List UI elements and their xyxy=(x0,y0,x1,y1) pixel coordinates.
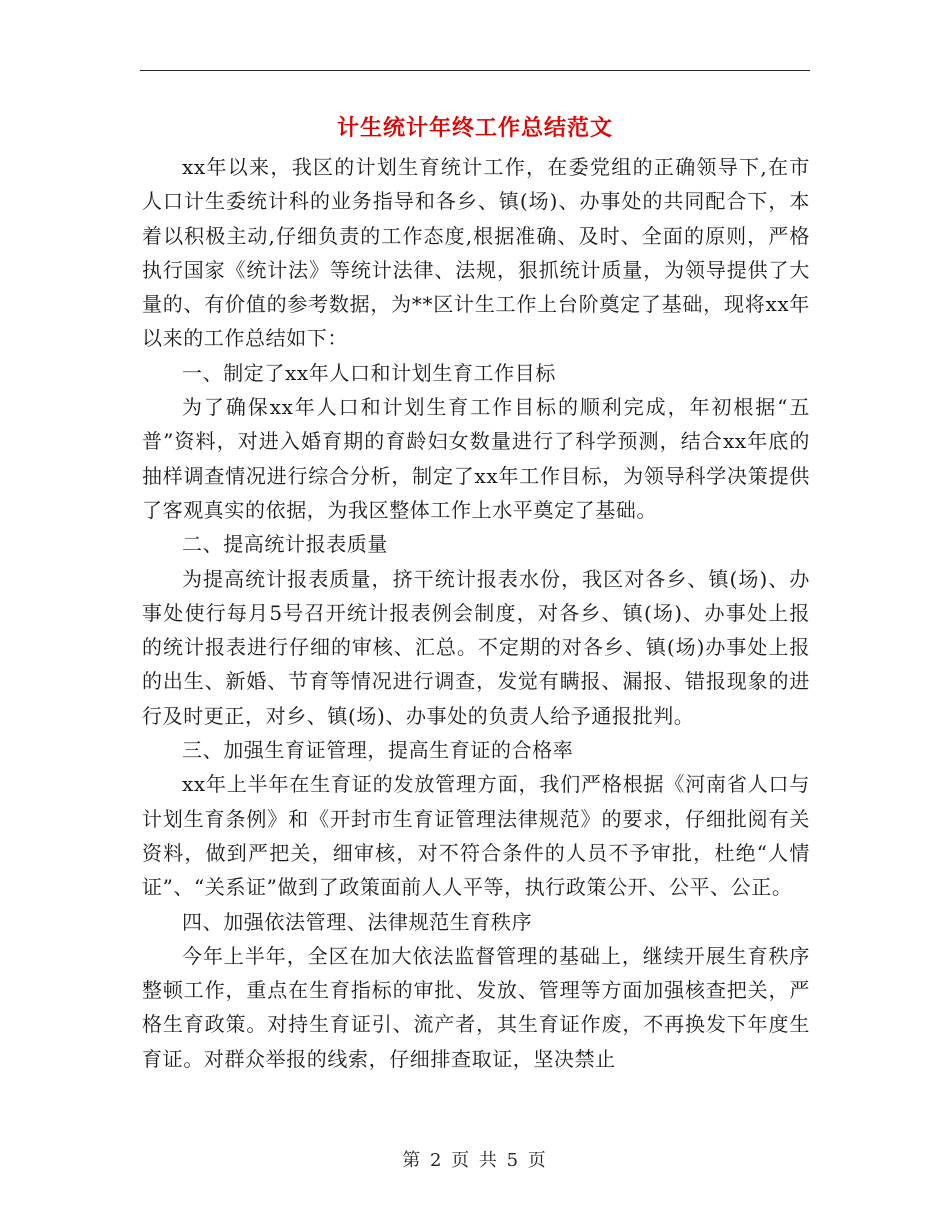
paragraph-section-1: 为了确保xx年人口和计划生育工作目标的顺利完成，年初根据“五普”资料，对进入婚育期的育龄妇女数量进行了科学预测，结合xx年底的抽样调查情况进行综合分析，制定了xx年工作目标，为领导科学决策提供了客观真实的依据，为我区整体工作上水平奠定了基础。 xyxy=(142,395,810,522)
document-body xyxy=(142,150,810,1076)
section-heading-2: 二、提高统计报表质量 xyxy=(182,532,388,557)
paragraph-intro: xx年以来，我区的计划生育统计工作，在委党组的正确领导下,在市人口计生委统计科的业务指导和各乡、镇(场)、办事处的共同配合下，本着以积极主动,仔细负责的工作态度,根据准确、及时、全面的原则，严格执行国家《统计法》等统计法律、法规，狠抓统计质量，为领导提供了大量的、有价值的参考数据，为**区计生工作上台阶奠定了基础，现将xx年以来的工作总结如下： xyxy=(142,155,810,351)
document-title: 计生统计年终工作总结范文 xyxy=(336,115,613,141)
section-heading-1: 一、制定了xx年人口和计划生育工作目标 xyxy=(182,360,556,385)
paragraph-section-2: 为提高统计报表质量，挤干统计报表水份，我区对各乡、镇(场)、办事处使行每月5号召开统计报表例会制度，对各乡、镇(场)、办事处上报的统计报表进行仔细的审核、汇总。不定期的对各乡、镇(场)办事处上报的出生、新婚、节育等情况进行调查，发觉有瞒报、漏报、错报现象的进行及时更正，对乡、镇(场)、办事处的负责人给予通报批判。 xyxy=(142,566,810,728)
section-heading-3: 三、加强生育证管理，提高生育证的合格率 xyxy=(182,738,574,763)
page-number-footer: 第 2 页 共 5 页 xyxy=(402,1150,548,1171)
section-heading-4: 四、加强依法管理、法律规范生育秩序 xyxy=(182,909,533,934)
paragraph-section-4: 今年上半年，全区在加大依法监督管理的基础上，继续开展生育秩序整顿工作，重点在生育指标的审批、发放、管理等方面加强核查把关，严格生育政策。对持生育证引、流产者，其生育证作废，不再换发下年度生育证。对群众举报的线索，仔细排查取证，坚决禁止 xyxy=(142,943,810,1071)
paragraph-section-3: xx年上半年在生育证的发放管理方面，我们严格根据《河南省人口与计划生育条例》和《开封市生育证管理法律规范》的要求，仔细批阅有关资料，做到严把关，细审核，对不符合条件的人员不予审批，杜绝“人情证”、“关系证”做到了政策面前人人平等，执行政策公开、公平、公正。 xyxy=(142,772,810,900)
header-rule xyxy=(140,70,810,71)
